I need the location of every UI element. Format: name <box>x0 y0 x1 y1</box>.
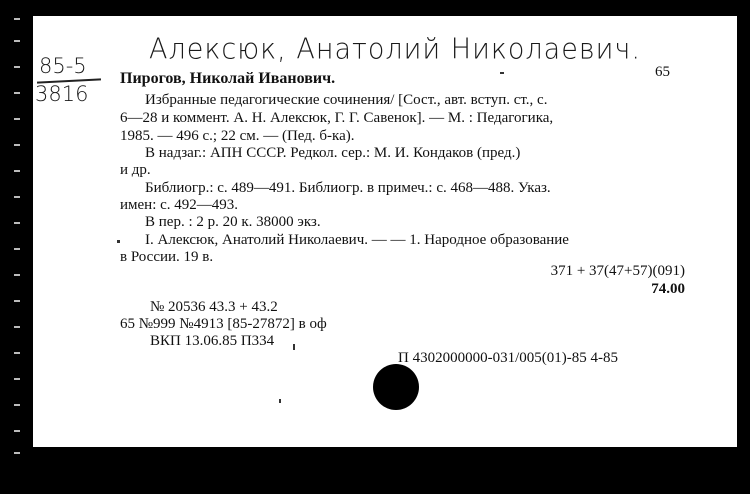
registry-line: ВКП 13.06.85 П334 <box>150 333 275 349</box>
ink-speck <box>279 399 281 403</box>
body-line: В надзаг.: АПН СССР. Редкол. сер.: М. И. Кондаков (пред.) <box>145 145 521 161</box>
body-line: I. Алексюк, Анатолий Николаевич. — — 1. Народное образование <box>145 232 569 248</box>
ink-speck <box>293 344 295 350</box>
classification-code: 371 + 37(47+57)(091) <box>550 263 685 279</box>
body-line: 6—28 и коммент. А. Н. Алексюк, Г. Г. Савенок]. — М. : Педагогика, <box>120 110 554 126</box>
shelf-mark-top: 85-5 <box>39 54 87 78</box>
print-index: П 4302000000-031/005(01)-85 4-85 <box>398 350 618 366</box>
card-edge-marks <box>14 18 20 458</box>
punch-hole <box>373 364 419 410</box>
page-number: 65 <box>655 64 670 80</box>
body-line: Библиогр.: с. 489—491. Библиогр. в примеч.: с. 468—488. Указ. <box>145 180 551 196</box>
body-line: и др. <box>120 162 151 178</box>
handwritten-author: Алексюк, Анатолий Николаевич. <box>149 33 641 66</box>
registry-line: № 20536 43.3 + 43.2 <box>150 299 278 315</box>
price: 74.00 <box>651 281 685 297</box>
registry-line: 65 №999 №4913 [85-27872] в оф <box>120 316 327 332</box>
body-line: 1985. — 496 с.; 22 см. — (Пед. б-ка). <box>120 128 355 144</box>
body-line: Избранные педагогические сочинения/ [Сост., авт. вступ. ст., с. <box>145 92 548 108</box>
ink-speck <box>500 72 504 74</box>
body-line: в России. 19 в. <box>120 249 214 265</box>
author-heading: Пирогов, Николай Иванович. <box>120 70 336 87</box>
shelf-mark-bottom: 3816 <box>35 82 89 106</box>
ink-speck <box>117 240 120 243</box>
body-line: В пер. : 2 р. 20 к. 38000 экз. <box>145 214 321 230</box>
catalog-card <box>33 16 737 447</box>
body-line: имен: с. 492—493. <box>120 197 239 213</box>
